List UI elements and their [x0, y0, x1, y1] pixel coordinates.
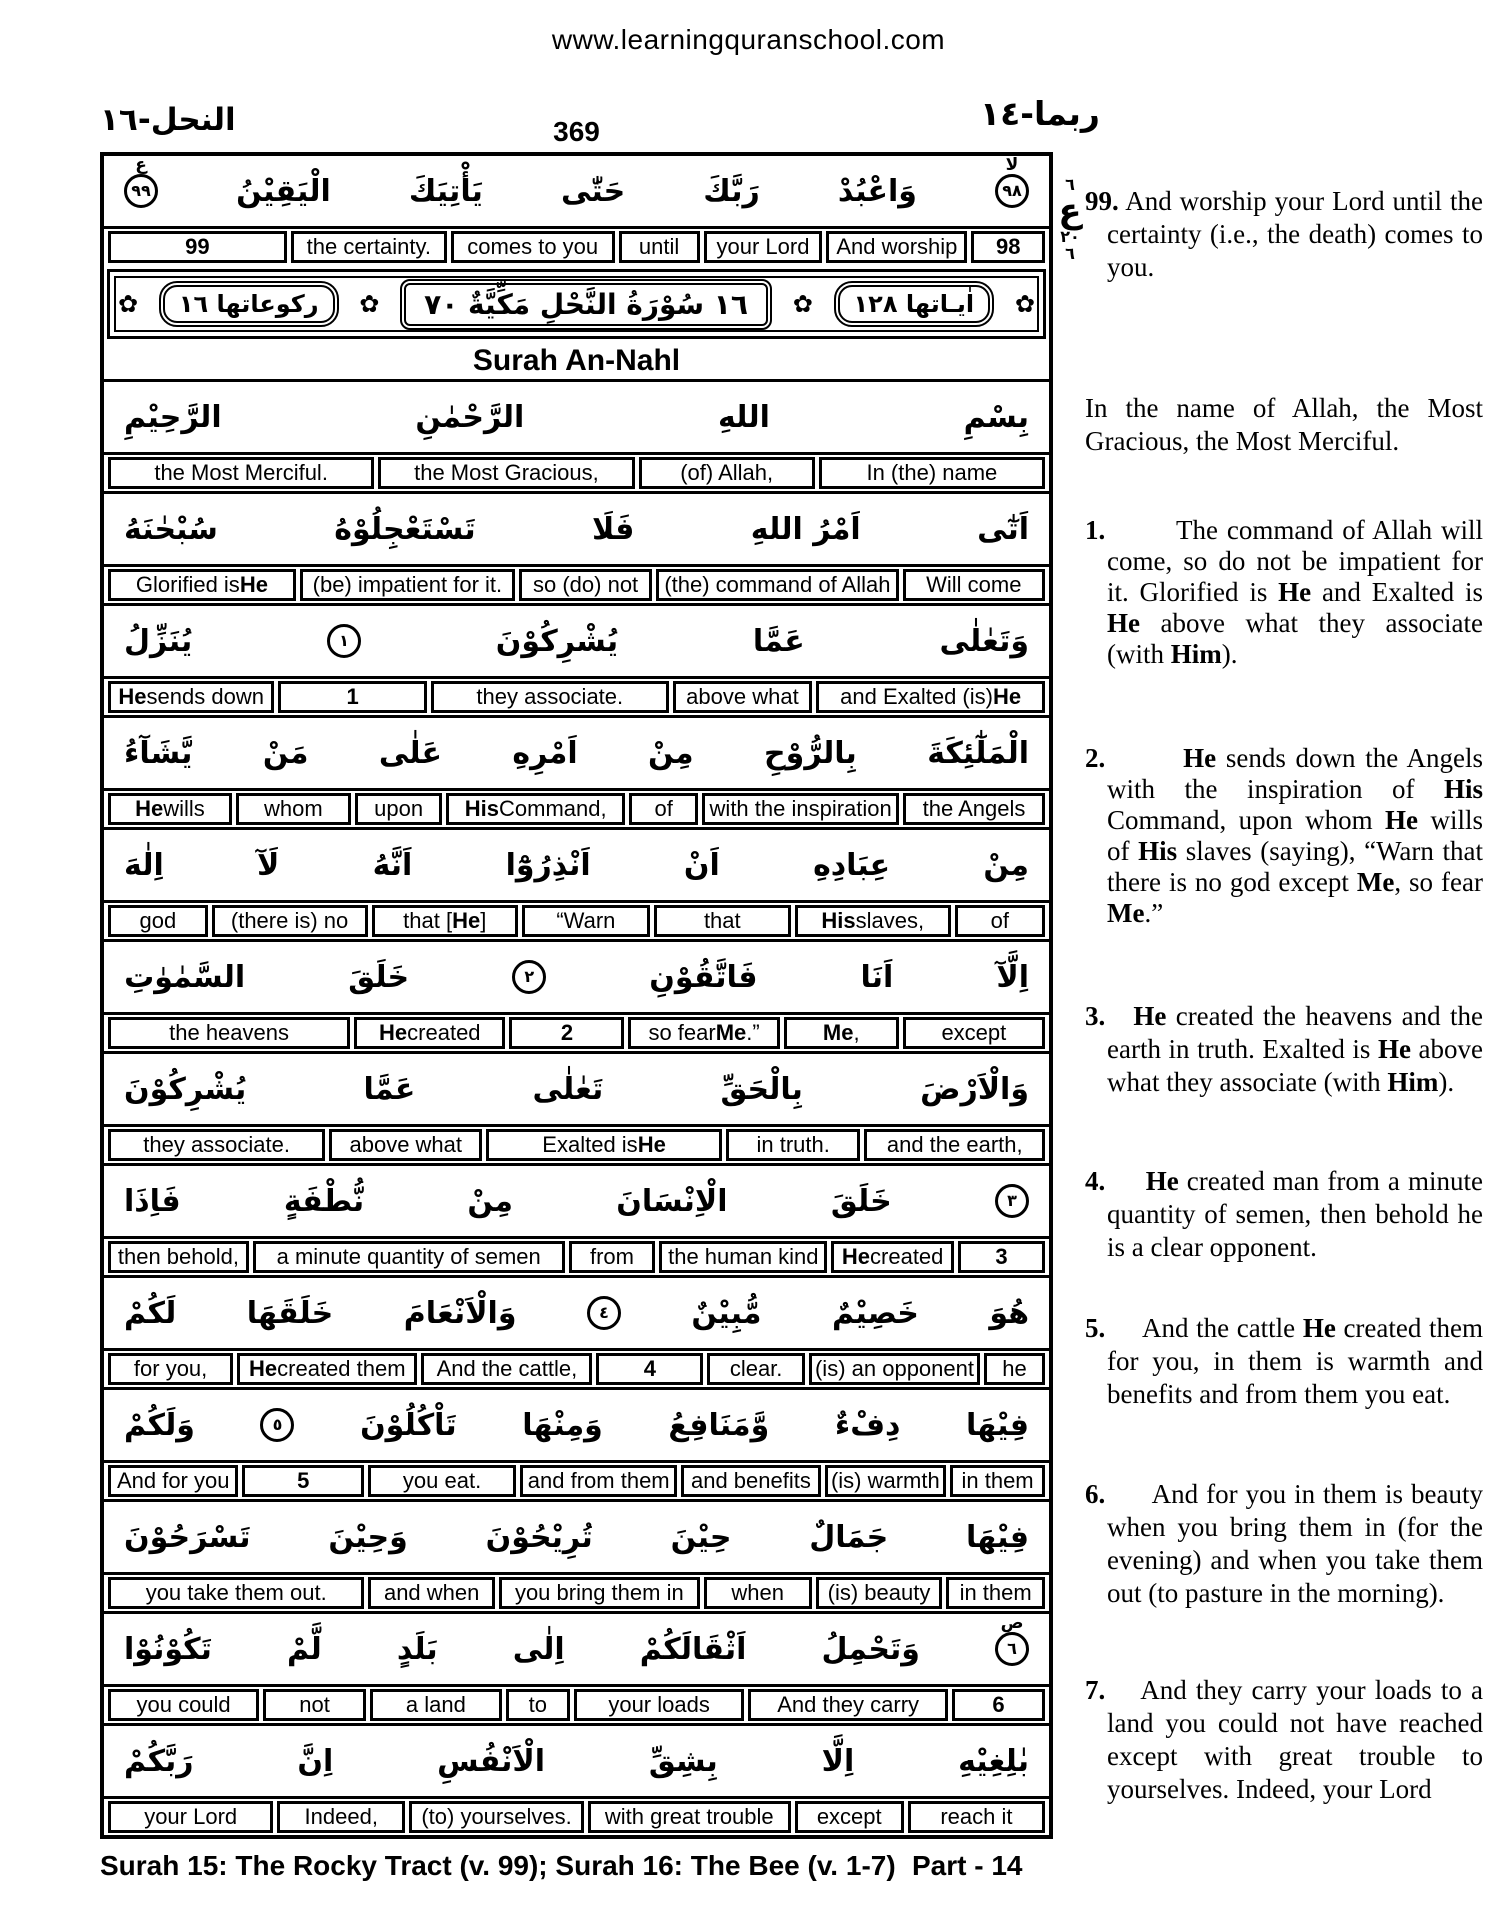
gloss-cell: “Warn [522, 905, 650, 937]
gloss-cell: the human kind [659, 1241, 827, 1273]
gloss-cell: a minute quantity of semen [253, 1241, 565, 1273]
arabic-word: اَنْذِرُوْٓا [505, 847, 591, 883]
arabic-word: لَكُمْ [124, 1295, 177, 1331]
gloss-cell: And for you [108, 1465, 238, 1497]
gloss-cell: with the inspiration [702, 793, 899, 825]
arabic-word: فِيْهَا [966, 1407, 1029, 1443]
gloss-cell: for you, [108, 1353, 233, 1385]
ain-ruku-icon: ع [1058, 191, 1082, 231]
gloss-cell: and when [368, 1577, 495, 1609]
arabic-word: اِنَّ [297, 1743, 334, 1779]
surah-title-arabic: ١٦ سُوْرَةُ النَّحْلِ مَكِّيَّةٌ ٧٠ [400, 279, 772, 330]
arabic-word: يُنَزِّلُ [124, 623, 193, 659]
footer-part-label: Part - 14 [912, 1850, 1023, 1881]
arabic-word: وَاعْبُدْ [837, 173, 917, 209]
gloss-cell: (to) yourselves. [409, 1801, 584, 1833]
arabic-verse-row [104, 1163, 1049, 1239]
verse-number: ٢ [524, 967, 535, 986]
gloss-row [104, 1127, 1049, 1163]
arabic-verse-row [104, 1275, 1049, 1351]
gloss-cell: (is) an opponent [809, 1353, 980, 1385]
gloss-row [104, 791, 1049, 827]
gloss-cell: He created them [237, 1353, 417, 1385]
gloss-cell: so fear Me .” [628, 1017, 779, 1049]
arabic-word: وَتَعٰلٰى [939, 623, 1029, 659]
translation-paragraph-p3: 3. He created the heavens and the earth in truth. Exalted is He above what they associate (with Him). [1085, 1001, 1484, 1097]
arabic-word: اَمْرُ اللهِ [750, 511, 861, 547]
ruku-number-middle: ٢٠ [1060, 227, 1080, 246]
arabic-word: وَلَكُمْ [124, 1407, 195, 1443]
footer-surah-reference: Surah 15: The Rocky Tract (v. 99); Surah 16: The Bee (v. 1-7) [100, 1850, 896, 1881]
gloss-cell: and Exalted (is) He [816, 681, 1045, 713]
gloss-cell: clear. [707, 1353, 805, 1385]
gloss-row [104, 1575, 1049, 1611]
arabic-word: فَلَا [591, 511, 635, 547]
arabic-word: بِالْحَقِّ [720, 1071, 803, 1107]
arabic-word: حِيْنَ [670, 1519, 732, 1555]
arabic-word: لَّمْ [286, 1631, 322, 1667]
waqf-mark: ص [1000, 1613, 1024, 1633]
translation-paragraph-p7: 7. And they carry your loads to a land you could not have reached except with great trouble to yourselves. Indeed, your Lord [1085, 1675, 1483, 1804]
arabic-word: وَتَحْمِلُ [821, 1631, 920, 1667]
arabic-word: وَّمَنَافِعُ [668, 1407, 770, 1443]
arabic-word: وَالْاَرْضَ [920, 1071, 1029, 1107]
gloss-cell: 3 [958, 1241, 1045, 1273]
arabic-word: اِلٰهَ [124, 847, 164, 883]
arabic-word: اَتٰٓى [977, 511, 1029, 547]
arabic-word: فِيْهَا [966, 1519, 1029, 1555]
verse-number-circle [995, 155, 1029, 208]
arabic-verse-row [104, 1723, 1049, 1799]
arabic-word: اَنَّهُ [372, 847, 413, 883]
gloss-cell: your Lord [108, 1801, 273, 1833]
arabic-word: نُّطْفَةٍ [283, 1183, 365, 1219]
gloss-cell: He wills [108, 793, 232, 825]
arabic-word: السَّمٰوٰتِ [124, 959, 246, 995]
arabic-verse-row [104, 603, 1049, 679]
gloss-cell: your loads [574, 1689, 745, 1721]
gloss-cell: comes to you [451, 231, 615, 263]
arabic-verse-row [104, 1387, 1049, 1463]
arabic-word: جَمَالٌ [809, 1519, 889, 1555]
gloss-cell: you take them out. [108, 1577, 364, 1609]
gloss-cell: He created [354, 1017, 505, 1049]
arabic-word: مِنْ [648, 735, 694, 771]
arabic-word: رَبَّكُمْ [124, 1743, 194, 1779]
arabic-word: الْيَقِيْنُ [236, 173, 331, 209]
arabic-word: سُبْحٰنَهُ [124, 511, 218, 547]
arabic-word: تَسْرَحُوْنَ [124, 1519, 251, 1555]
ruku-number-below: ٦ [1065, 244, 1075, 263]
gloss-cell: god [108, 905, 208, 937]
arabic-word: تَكُوْنُوْا [124, 1631, 212, 1667]
translation-paragraph-p2: 2. He sends down the Angels with the inspiration of His Command, upon whom He wills of His slaves (saying), “Warn that there is no god except Me, so fear Me.” [1085, 743, 1483, 928]
verse-number: ٤ [599, 1303, 609, 1322]
arabic-word: عَلٰى [378, 735, 442, 771]
gloss-row [104, 1015, 1049, 1051]
gloss-cell: the Angels [903, 793, 1045, 825]
arabic-verse-row [104, 939, 1049, 1015]
arabic-word: الْمَلٰٓئِكَةَ [927, 735, 1029, 771]
gloss-row [104, 679, 1049, 715]
gloss-cell: until [619, 231, 700, 263]
ruku-number-above: ٦ [1065, 175, 1075, 194]
gloss-cell: the Most Gracious, [378, 457, 634, 489]
arabic-word: مَنْ [262, 735, 309, 771]
gloss-cell: so (do) not [519, 569, 652, 601]
arabic-word: مُّبِيْنٌ [691, 1295, 762, 1331]
gloss-cell: to [506, 1689, 570, 1721]
verse-number-circle [512, 960, 546, 994]
gloss-cell: the Most Merciful. [108, 457, 374, 489]
gloss-row [104, 1799, 1049, 1835]
translation-column [1085, 185, 1485, 1885]
gloss-cell: they associate. [108, 1129, 325, 1161]
gloss-cell: He sends down [108, 681, 274, 713]
gloss-cell: you eat. [368, 1465, 516, 1497]
arabic-word: بِشِقِّ [648, 1743, 718, 1779]
gloss-cell: 6 [952, 1689, 1045, 1721]
arabic-word: هُوَ [989, 1295, 1029, 1331]
verse-number-circle [995, 1184, 1029, 1218]
gloss-cell: a land [370, 1689, 502, 1721]
verse-number: ٥ [272, 1415, 283, 1434]
translation-paragraph-p5: 5. And the cattle He created them for you, in them is warmth and benefits and from them you eat. [1085, 1313, 1484, 1409]
arabic-word: عَمَّا [363, 1071, 416, 1107]
ruku-marker [1052, 176, 1088, 263]
arabic-word: الرَّحْمٰنِ [415, 399, 525, 435]
gloss-cell: Glorified is He [108, 569, 296, 601]
arabic-word: اِلَّا [821, 1743, 855, 1779]
gloss-cell: 99 [108, 231, 287, 263]
gloss-cell: (is) warmth [825, 1465, 947, 1497]
arabic-word: فَاِذَا [124, 1183, 181, 1219]
gloss-row [104, 1239, 1049, 1275]
juz-label-arabic: ربما-١٤ [980, 94, 1100, 133]
verse-number-circle [124, 155, 158, 208]
gloss-cell: they associate. [431, 681, 669, 713]
verse-number-circle [327, 624, 361, 658]
gloss-cell: reach it [908, 1801, 1045, 1833]
gloss-cell: the heavens [108, 1017, 350, 1049]
gloss-cell: 5 [242, 1465, 364, 1497]
waqf-mark: ع [135, 155, 147, 175]
gloss-cell: 2 [509, 1017, 624, 1049]
arabic-word: الْاَنْفُسِ [437, 1743, 546, 1779]
gloss-row [104, 1463, 1049, 1499]
gloss-cell: above what [329, 1129, 482, 1161]
arabic-word: الرَّحِيْمِ [124, 399, 222, 435]
gloss-cell: that [ He ] [372, 905, 518, 937]
translation-paragraph-bism: In the name of Allah, the Most Gracious, the Most Merciful. [1085, 393, 1483, 456]
gloss-cell: then behold, [108, 1241, 249, 1273]
gloss-cell: His Command, [446, 793, 624, 825]
flower-icon: ✿ [792, 290, 813, 318]
gloss-cell: when [704, 1577, 812, 1609]
arabic-word: اللهِ [717, 399, 770, 435]
gloss-cell: of [629, 793, 699, 825]
gloss-cell: And they carry [748, 1689, 948, 1721]
arabic-word: عَمَّا [752, 623, 805, 659]
gloss-cell: and benefits [681, 1465, 820, 1497]
arabic-verse-row [104, 715, 1049, 791]
gloss-cell: your Lord [704, 231, 823, 263]
arabic-word: خَصِيْمٌ [831, 1295, 919, 1331]
page-number: 369 [553, 116, 600, 147]
arabic-verse-row [104, 1499, 1049, 1575]
arabic-word: تَاْكُلُوْنَ [360, 1407, 457, 1443]
gloss-cell: (be) impatient for it. [300, 569, 515, 601]
gloss-cell: Exalted is He [486, 1129, 722, 1161]
verse-number: ٩٨ [1002, 181, 1022, 200]
gloss-row [104, 455, 1049, 491]
gloss-cell: (of) Allah, [639, 457, 815, 489]
verse-number: ٦ [1007, 1639, 1017, 1658]
arabic-word: مِنْ [983, 847, 1029, 883]
gloss-row [104, 1687, 1049, 1723]
verse-number: ٣ [1007, 1191, 1017, 1210]
gloss-cell: with great trouble [588, 1801, 791, 1833]
arabic-word: اِلَّآ [996, 959, 1029, 995]
arabic-verse-row [104, 827, 1049, 903]
arabic-word: وَالْاَنْعَامَ [403, 1295, 517, 1331]
gloss-row [104, 903, 1049, 939]
gloss-cell: that [654, 905, 791, 937]
arabic-word: بِالرُّوْحِ [764, 735, 857, 771]
arabic-word: يَّشَآءُ [124, 735, 193, 771]
gloss-cell: He created [831, 1241, 954, 1273]
gloss-cell: of [955, 905, 1045, 937]
arabic-verse-row [104, 491, 1049, 567]
gloss-cell: from [569, 1241, 656, 1273]
arabic-word: خَلَقَ [348, 959, 410, 995]
verse-number-circle [587, 1296, 621, 1330]
arabic-word: تُرِيْحُوْنَ [485, 1519, 593, 1555]
arabic-word: لَآ [257, 847, 280, 883]
gloss-row [104, 567, 1049, 603]
arabic-word: الْاِنْسَانَ [616, 1183, 728, 1219]
arabic-word: فَاتَّقُوْنِ [649, 959, 758, 995]
gloss-cell: And worship [826, 231, 967, 263]
arabic-word: يُشْرِكُوْنَ [124, 1071, 247, 1107]
flower-icon: ✿ [1014, 290, 1035, 318]
gloss-cell: 4 [596, 1353, 703, 1385]
gloss-cell: (the) command of Allah [656, 569, 898, 601]
gloss-cell: And the cattle, [421, 1353, 592, 1385]
ruku-count-cartouche: رکوعاتها ١٦ [159, 281, 339, 327]
arabic-word: مِنْ [467, 1183, 513, 1219]
gloss-cell: except [903, 1017, 1045, 1049]
arabic-word: خَلَقَ [830, 1183, 892, 1219]
arabic-word: اَنْ [683, 847, 720, 883]
surah-ornament-band [107, 269, 1046, 339]
gloss-row [104, 229, 1049, 265]
arabic-word: اِلٰى [512, 1631, 565, 1667]
arabic-word: خَلَقَهَا [246, 1295, 334, 1331]
arabic-word: تَسْتَعْجِلُوْهُ [334, 511, 476, 547]
gloss-cell: 1 [278, 681, 427, 713]
arabic-word: عِبَادِهِ [813, 847, 891, 883]
gloss-cell: the certainty. [291, 231, 447, 263]
surah-label-arabic: النحل-١٦ [100, 102, 236, 138]
arabic-word: رَبَّكَ [703, 173, 760, 209]
arabic-word: دِفْءٌ [834, 1407, 901, 1443]
translation-paragraph-p4: 4. He created man from a minute quantity of semen, then behold he is a clear opponent. [1085, 1166, 1483, 1262]
arabic-word: بٰلِغِيْهِ [958, 1743, 1029, 1779]
gloss-cell: above what [673, 681, 813, 713]
arabic-word: اَثْقَالَكُمْ [639, 1631, 747, 1667]
gloss-cell: you bring them in [499, 1577, 700, 1609]
gloss-cell: except [795, 1801, 904, 1833]
gloss-cell: Me , [784, 1017, 899, 1049]
gloss-cell: in them [946, 1577, 1045, 1609]
gloss-cell: in truth. [726, 1129, 861, 1161]
gloss-cell: upon [355, 793, 443, 825]
verse-number-circle [995, 1613, 1029, 1666]
translation-paragraph-p1: 1. The command of Allah will come, so do not be impatient for it. Glorified is He and Exalted is He above what they associate (with Him). [1085, 515, 1483, 669]
waqf-mark: لا [1005, 155, 1019, 175]
arabic-word: بَلَدٍ [396, 1631, 438, 1667]
flower-icon: ✿ [359, 290, 380, 318]
verse-number: ٩٩ [131, 181, 151, 200]
arabic-word: حَتّٰى [560, 173, 626, 209]
gloss-cell: His slaves, [795, 905, 951, 937]
gloss-cell: you could [108, 1689, 259, 1721]
arabic-word: وَمِنْهَا [522, 1407, 603, 1443]
arabic-word: اَمْرِهِ [512, 735, 578, 771]
arabic-verse-row [104, 1611, 1049, 1687]
translation-paragraph-p99: 99. And worship your Lord until the certainty (i.e., the death) comes to you. [1085, 186, 1483, 282]
verse-count-cartouche: اٰيـاتها ١٢٨ [834, 281, 995, 327]
gloss-cell: (is) beauty [816, 1577, 943, 1609]
flower-icon: ✿ [118, 290, 139, 318]
gloss-cell: (there is) no [212, 905, 368, 937]
gloss-cell: In (the) name [819, 457, 1045, 489]
gloss-cell: whom [236, 793, 351, 825]
arabic-word: تَعٰلٰى [532, 1071, 604, 1107]
gloss-cell: and from them [520, 1465, 677, 1497]
arabic-word: يَأْتِيَكَ [408, 173, 483, 209]
arabic-verse-row [104, 156, 1049, 229]
arabic-word: بِسْمِ [963, 399, 1029, 435]
word-by-word-table [100, 152, 1053, 1839]
arabic-word: يُشْرِكُوْنَ [495, 623, 619, 659]
gloss-row [104, 1351, 1049, 1387]
gloss-cell: he [984, 1353, 1045, 1385]
arabic-verse-row [104, 379, 1049, 455]
website-url: www.learningquranschool.com [551, 24, 946, 55]
gloss-cell: and the earth, [864, 1129, 1045, 1161]
arabic-verse-row [104, 1051, 1049, 1127]
surah-title-english: Surah An-Nahl [472, 344, 681, 377]
gloss-cell: 98 [971, 231, 1045, 263]
gloss-cell: Indeed, [277, 1801, 405, 1833]
arabic-word: اَنَا [860, 959, 894, 995]
gloss-cell: Will come [903, 569, 1045, 601]
gloss-cell: not [263, 1689, 366, 1721]
arabic-word: وَحِيْنَ [328, 1519, 408, 1555]
verse-number-circle [260, 1408, 294, 1442]
verse-number: ١ [339, 631, 349, 650]
translation-paragraph-p6: 6. And for you in them is beauty when you bring them in (for the evening) and when you take them out (to pasture in the morning). [1085, 1479, 1483, 1608]
gloss-cell: in them [950, 1465, 1045, 1497]
